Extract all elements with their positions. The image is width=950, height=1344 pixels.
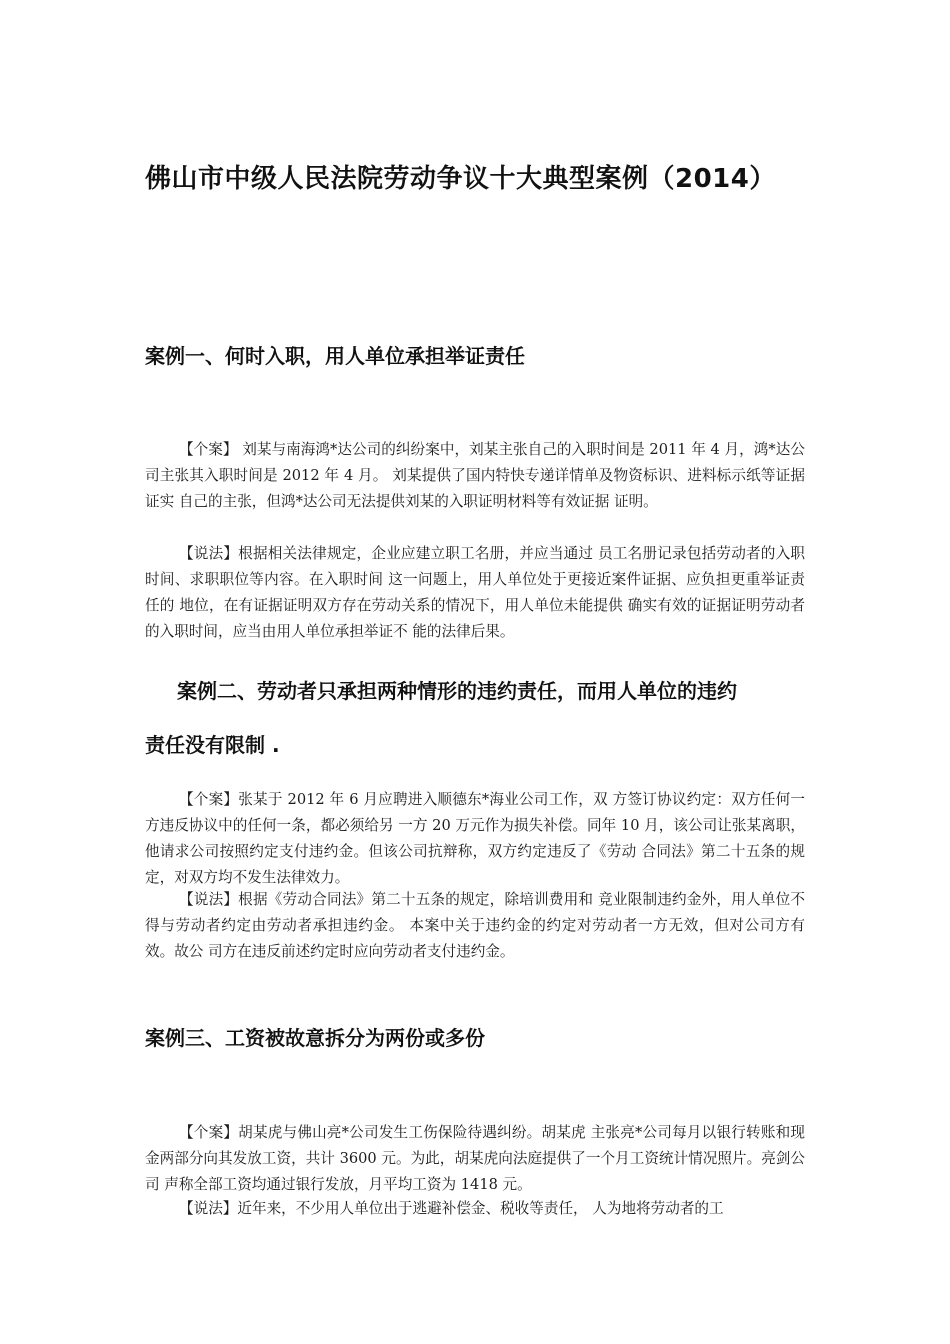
document-title: 佛山市中级人民法院劳动争议十大典型案例（2014） [145,164,776,194]
case2-opinion-paragraph: 【说法】根据《劳动合同法》第二十五条的规定，除培训费用和 竞业限制违约金外，用人单位不得与劳动者约定由劳动者承担违约金。 本案中关于违约金的约定对劳动者一方无效，但对公司方有效。故公 司方在违反前述约定时应向劳动者支付违约金。 [145,891,805,960]
case1-heading: 案例一、何时入职，用人单位承担举证责任 [145,344,525,368]
case1-facts-paragraph: 【个案】 刘某与南海鸿*达公司的纠纷案中，刘某主张自己的入职时间是 2011 年 4 月，鸿*达公司主张其入职时间是 2012 年 4 月。 刘某提供了国内特快专递详情单及物资标识、进料标示纸等证据证实 自己的主张，但鸿*达公司无法提供刘某的入职证明材料等有效证据 证明。 [145,441,805,510]
case2-heading-line1: 案例二、劳动者只承担两种情形的违约责任，而用人单位的违约 [177,679,737,703]
case3-heading: 案例三、工资被故意拆分为两份或多份 [145,1026,485,1050]
case2-heading-line2: 责任没有限制 . [145,733,280,757]
case3-opinion-paragraph: 【说法】近年来，不少用人单位出于逃避补偿金、税收等责任， 人为地将劳动者的工 [179,1200,724,1217]
case2-facts-paragraph: 【个案】张某于 2012 年 6 月应聘进入顺德东*海业公司工作，双 方签订协议约定：双方任何一方违反协议中的任何一条，都必须给另 一方 20 万元作为损失补偿。同年 10 月，该公司让张某离职，他请求公司按照约定支付违约金。但该公司抗辩称，双方约定违反了《劳动 合同法》第二十五条的规定，对双方均不发生法律效力。 [145,791,805,886]
case1-opinion-paragraph: 【说法】根据相关法律规定，企业应建立职工名册，并应当通过 员工名册记录包括劳动者的入职时间、求职职位等内容。在入职时间 这一问题上，用人单位处于更接近案件证据、应负担更重举证责任的 地位，在有证据证明双方存在劳动关系的情况下，用人单位未能提供 确实有效的证据证明劳动者的入职时间，应当由用人单位承担举证不 能的法律后果。 [145,545,805,640]
case3-facts-paragraph: 【个案】胡某虎与佛山亮*公司发生工伤保险待遇纠纷。胡某虎 主张亮*公司每月以银行转账和现金两部分向其发放工资，共计 3600 元。为此，胡某虎向法庭提供了一个月工资统计情况照片。亮剑公司 声称全部工资均通过银行发放，月平均工资为 1418 元。 [145,1124,805,1193]
case2-heading [145,664,805,772]
